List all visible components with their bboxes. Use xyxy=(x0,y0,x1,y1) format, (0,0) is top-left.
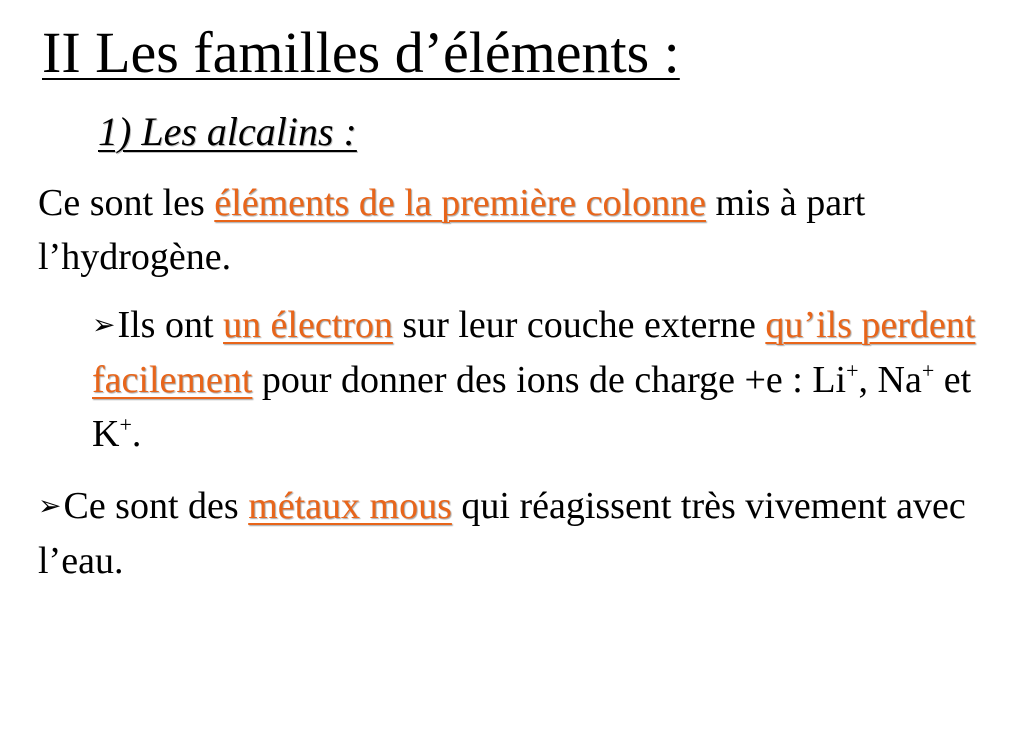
intro-text-before: Ce sont les xyxy=(38,182,215,224)
section-subtitle: 1) Les alcalins : xyxy=(98,109,357,154)
arrow-bullet-icon: ➢ xyxy=(38,491,62,522)
highlight-lose-easily: qu’ils perdent facilement xyxy=(92,304,976,401)
superscript-plus-na: + xyxy=(921,358,935,383)
bullet-electron xyxy=(92,298,982,461)
highlight-first-column: éléments de la première colonne xyxy=(214,182,706,224)
highlight-soft-metals: métaux mous xyxy=(248,485,452,527)
bullet1-sep-k: et K xyxy=(92,359,972,455)
bullet-soft-metals xyxy=(38,479,998,588)
intro-paragraph xyxy=(38,176,998,284)
bullet1-text-middle: sur leur couche externe xyxy=(392,304,766,346)
superscript-plus-k: + xyxy=(119,412,132,437)
superscript-plus-li: + xyxy=(846,358,859,383)
arrow-bullet-icon: ➢ xyxy=(92,310,116,341)
bullet2-text-before: Ce sont des xyxy=(63,485,249,527)
highlight-one-electron: un électron xyxy=(223,304,393,346)
bullet1-end: . xyxy=(131,413,142,455)
bullet1-sep-na: , Na xyxy=(858,359,922,401)
bullet1-text-after: pour donner des ions de charge +e : Li xyxy=(252,359,847,401)
intro-text-after: mis à part l’hydrogène. xyxy=(38,182,866,278)
bullet1-text-before: Ils ont xyxy=(117,304,224,346)
slide-title: II Les familles d’éléments : xyxy=(42,20,680,85)
bullet2-text-after: qui réagissent très vivement avec l’eau. xyxy=(38,485,966,582)
